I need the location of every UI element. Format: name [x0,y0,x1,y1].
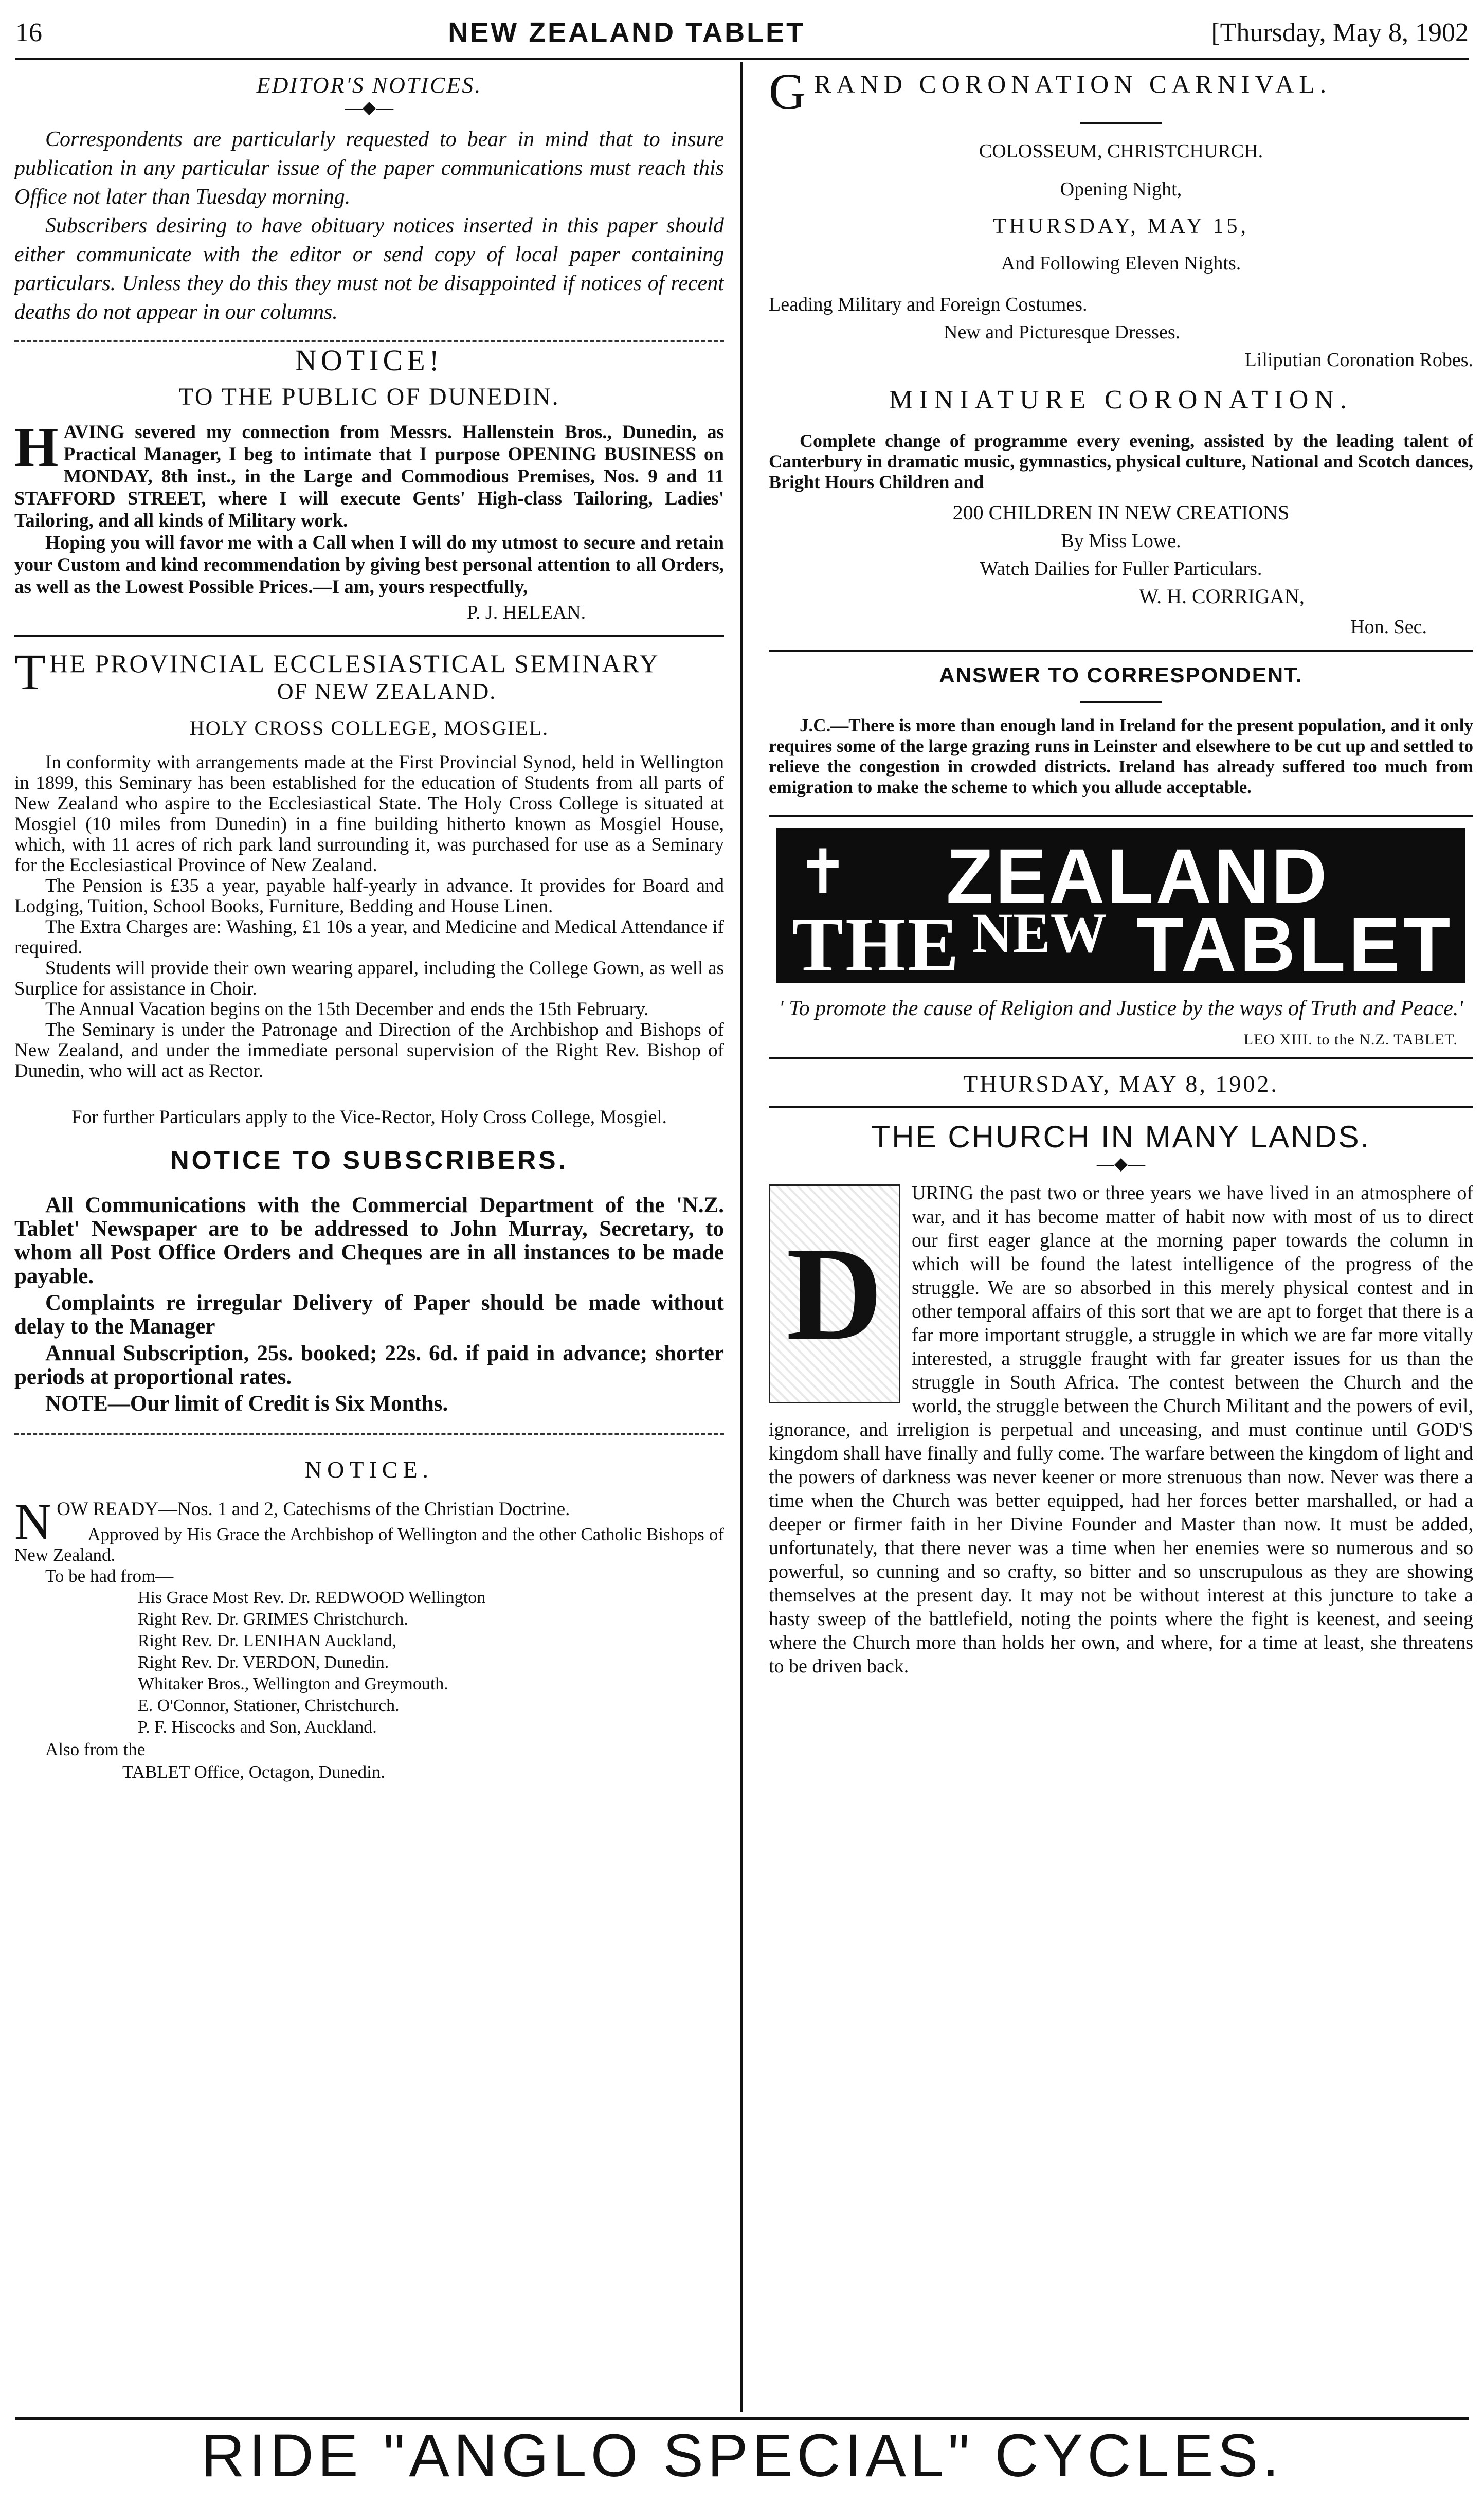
section-rule [769,1106,1473,1108]
newspaper-title: NEW ZEALAND TABLET [448,17,806,48]
running-header [15,9,1469,56]
catechism-p5: TABLET Office, Octagon, Dunedin. [122,1762,386,1782]
catechism-p1: OW READY—Nos. 1 and 2, Catechisms of the Christian Doctrine. [57,1499,570,1520]
carnival-line: Watch Dailies for Fuller Particulars. [980,558,1262,580]
short-rule [1080,701,1162,703]
carnival-heading: RAND CORONATION CARNIVAL. [814,69,1332,98]
subscribers-p1: All Communications with the Commercial Department of the 'N.Z. Tablet' Newspaper are to be addressed to John Murray, Secretary, to whom all Post Office Orders and Cheques are in all instances to be made payable. [14,1193,724,1288]
answer-p1: J.C.—There is more than enough land in Ireland for the present population, and it only requires some of the large grazing runs in Leinster and elsewhere to be cut up and settled to relieve the congestion in crowded districts. Ireland has already suffered too much from emigration to make the scheme to which you allude acceptable. [769,715,1473,797]
subscribers-p3: Annual Subscription, 25s. booked; 22s. 6d. if paid in advance; shorter periods at proportional rates. [14,1341,724,1389]
carnival-p1: Complete change of programme every evening, assisted by the leading talent of Canterbury in dramatic music, gymnastics, physical culture, National and Scotch dances, Bright Hours Children and [769,430,1473,492]
carnival-line: New and Picturesque Dresses. [944,321,1181,343]
motto-attribution: LEO XIII. to the N.Z. TABLET. [1243,1031,1458,1048]
list-item: Whitaker Bros., Wellington and Greymouth. [138,1674,448,1694]
seminary-p1: In conformity with arrangements made at the First Provincial Synod, held in Wellington in 1899, this Seminary has been established for the education of Students from all parts of New Zealand who aspire to the Ecclesiastical State. The Holy Cross College is situated at Mosgiel (10 miles from Dunedin) in a fine building hitherto known as Mosgiel House, which, with 11 acres of rich park land surrounding it, was purchased for use as a Seminary for the Ecclesiastical Province of New Zealand. [14,752,724,876]
list-item: Right Rev. Dr. LENIHAN Auckland, [138,1631,397,1650]
seminary-heading-2: OF NEW ZEALAND. [277,679,497,704]
article-heading: THE CHURCH IN MANY LANDS. [871,1120,1371,1154]
list-item: E. O'Connor, Stationer, Christchurch. [138,1696,400,1715]
seminary-subheading: HOLY CROSS COLLEGE, MOSGIEL. [189,716,549,740]
left-column [14,67,724,2397]
catechism-heading: NOTICE. [304,1456,434,1483]
editors-notice-p1: Correspondents are particularly requested to bear in mind that to insure publication in any particular issue of the paper communications must reach this Office not later than Tuesday morning. [14,128,724,209]
dropcap-t: T [14,643,48,700]
carnival-line: Opening Night, [1060,178,1182,200]
catechism-list [138,1587,724,1738]
masthead-word: THE [792,902,961,983]
list-item: P. F. Hiscocks and Son, Auckland. [138,1718,377,1737]
dateline: THURSDAY, MAY 8, 1902. [963,1071,1279,1097]
miniature-coronation: MINIATURE CORONATION. [889,385,1353,415]
carnival-line: And Following Eleven Nights. [1001,253,1241,274]
section-rule [769,815,1473,817]
diamond-rule: —◆— [1096,1155,1146,1174]
notice-subheading: TO THE PUBLIC OF DUNEDIN. [178,383,560,410]
section-rule [14,340,724,342]
carnival-venue: COLOSSEUM, CHRISTCHURCH. [979,140,1263,162]
ornamental-dropcap: D [769,1184,900,1403]
section-rule [14,1433,724,1435]
carnival-line: Leading Military and Foreign Costumes. [769,294,1088,315]
column-divider [740,62,743,2412]
notice-helean [14,343,724,624]
catechism-p3: To be had from— [45,1566,174,1586]
seminary-heading: HE PROVINCIAL ECCLESIASTICAL SEMINARY [49,649,660,678]
carnival-line: By Miss Lowe. [1061,530,1181,552]
tablet-masthead-logo [776,828,1465,983]
carnival-signature: W. H. CORRIGAN, [1139,585,1305,608]
section-rule [769,650,1473,652]
editors-notices [14,72,724,327]
dropcap-h: H [14,416,59,478]
notice-helean-signature: P. J. HELEAN. [467,602,586,623]
editors-notices-heading: EDITOR'S NOTICES. [256,73,482,98]
dropcap-g: G [769,67,811,120]
issue-date: [Thursday, May 8, 1902 [1211,17,1469,47]
dropcap-n: N [14,1493,52,1550]
catechism-notice [14,1456,724,1784]
seminary-p3: The Extra Charges are: Washing, £1 10s a year, and Medicine and Medical Attendance if required. [14,916,724,958]
subscribers-p4: NOTE—Our limit of Credit is Six Months. [45,1392,448,1416]
coronation-carnival [769,69,1473,638]
diamond-rule: —◆— [345,98,394,117]
editors-notice-p2: Subscribers desiring to have obituary notices inserted in this paper should either communicate with the editor or send copy of local paper containing particulars. Unless they do this they must not be disappointed if notices of recent deaths do not appear in our columns. [14,214,724,324]
masthead-word: ZEALAND [946,833,1329,919]
article-body: URING the past two or three years we have lived in an atmosphere of war, and it has become matter of habit now with most of us to direct our first eager glance at the morning paper towards the column in which will be found the latest intelligence of the progress of the struggle. We are so absorbed in this merely physical contest and in other temporal affairs of this sort that we are apt to forget that there is a far more important struggle, a struggle in which we are far more vitally interested, a struggle fraught with far greater issues for us than the struggle in South Africa. The contest between the Church and the world, the struggle between the Church Militant and the powers of evil, ignorance, and irreligion is perpetual and unceasing, and must continue until GOD'S kingdom shall have finally and fully come. The warfare between the kingdom of light and the powers of darkness was never keener or more strenuous than now. Never was there a time when the Church was better equipped, had her forces better marshalled, or had a deeper or firmer faith in her Divine Founder and Master than now. It must be added, unfortunately, that there never was a time when her enemies were so numerous and so powerful, so cunning and so crafty, so bitter and so unscrupulous as they are showing themselves at the present day. It may not be without interest at this juncture to take a hasty sweep of the battlefield, noting the points where the fight is keenest, and seeing where the Church more than holds her own, and where, for a time at least, she threatens to be driven back. [769,1182,1473,1677]
seminary-notice [14,643,724,1128]
page-number: 16 [15,17,42,47]
catechism-p2: Approved by His Grace the Archbishop of Wellington and the other Catholic Bishops of New Zealand. [14,1524,724,1565]
subscribers-heading: NOTICE TO SUBSCRIBERS. [170,1146,568,1175]
section-rule [769,1057,1473,1059]
seminary-p6: The Seminary is under the Patronage and Direction of the Archbishop and Bishops of New Zealand, and under the immediate personal supervision of the Right Rev. Bishop of Dunedin, who will act as Rector. [14,1019,724,1082]
seminary-p5: The Annual Vacation begins on the 15th December and ends the 15th February. [45,999,649,1020]
short-rule [1080,122,1162,124]
seminary-p4: Students will provide their own wearing apparel, including the College Gown, as well as Surplice for assistance in Choir. [14,958,724,999]
subscribers-notice [14,1145,724,1416]
carnival-signature-title: Hon. Sec. [1350,616,1427,638]
notice-heading: NOTICE! [295,344,443,377]
masthead-word: NEW [972,902,1107,964]
carnival-line: 200 CHILDREN IN NEW CREATIONS [952,501,1290,524]
header-rule [15,58,1469,60]
motto-quote: ' To promote the cause of Religion and Justice by the ways of Truth and Peace.' [779,997,1463,1020]
carnival-line: Liliputian Coronation Robes. [1244,349,1473,371]
masthead-word: TABLET [1136,902,1454,983]
notice-helean-p2: Hoping you will favor me with a Call when I will do my utmost to secure and retain your Custom and kind recommendation by giving best personal attention to all Orders, as well as the Lowest Possible Prices.—I am, yours respectfully, [14,532,724,598]
seminary-p2: The Pension is £35 a year, payable half-yearly in advance. It provides for Board and Lodging, Tuition, School Books, Furniture, Bedding and House Linen. [14,875,724,917]
catechism-p4: Also from the [45,1739,146,1759]
right-column [769,67,1473,2397]
advertisement-footer [15,2417,1469,2492]
answer-to-correspondent [769,663,1473,798]
cycles-advertisement: RIDE "ANGLO SPECIAL" CYCLES. [201,2422,1283,2490]
cross-icon: ✝ [797,838,849,907]
motto [769,996,1473,1049]
list-item: Right Rev. Dr. VERDON, Dunedin. [138,1653,389,1672]
seminary-footer: For further Particulars apply to the Vice-Rector, Holy Cross College, Mosgiel. [71,1107,667,1128]
subscribers-p2: Complaints re irregular Delivery of Paper should be made without delay to the Manager [14,1291,724,1339]
answer-heading: ANSWER TO CORRESPONDENT. [939,663,1303,687]
list-item: Right Rev. Dr. GRIMES Christchurch. [138,1610,408,1629]
lead-article [769,1119,1473,1678]
carnival-date: THURSDAY, MAY 15, [992,214,1249,238]
notice-helean-p1: AVING severed my connection from Messrs. Hallenstein Bros., Dunedin, as Practical Manager, I beg to intimate that I purpose OPENING BUSINESS on MONDAY, 8th inst., in the Large and Commodious Premises, Nos. 9 and 11 STAFFORD STREET, where I will execute Gents' High-class Tailoring, Ladies' Tailoring, and all kinds of Military work. [14,422,724,531]
list-item: His Grace Most Rev. Dr. REDWOOD Wellington [138,1588,486,1607]
section-rule [14,635,724,637]
